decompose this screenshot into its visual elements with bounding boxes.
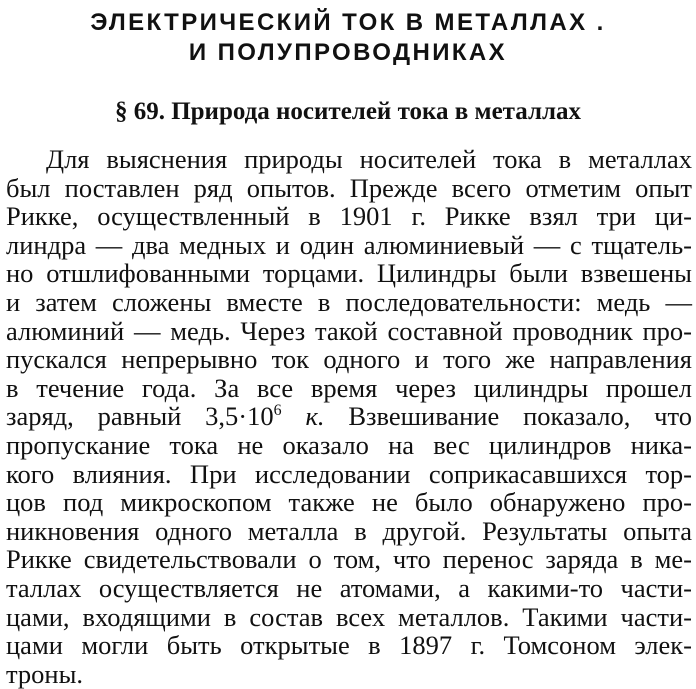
exponent: 6 [273, 402, 282, 420]
section-title: § 69. Природа носителей тока в металлах [114, 98, 582, 125]
chapter-title [0, 8, 696, 68]
text-line: и затем сложены вместе в последовательности: медь — [6, 286, 692, 317]
body-paragraph [6, 145, 692, 688]
text-line: цами, входящими в состав всех металлов. Такими части- [6, 601, 692, 632]
charge-continuation-text: к. Взвешивание показало, что [305, 401, 692, 432]
text-line: Рикке свидетельствовали о том, что перенос заряда в ме- [6, 544, 692, 575]
chapter-title-line-2: И ПОЛУПРОВОДНИКАХ [188, 39, 508, 66]
text-line: троны. [6, 658, 84, 689]
charge-value-text: заряд, равный 3,5·10 [6, 401, 274, 432]
text-line: кого влияния. При исследовании соприкасавшихся тор- [6, 458, 692, 489]
text-line: алюминий — медь. Через такой составной проводник про- [6, 315, 692, 346]
text-line: цов под микроскопом также не было обнаружено про- [6, 487, 692, 518]
text-line: никновения одного металла в другой. Результаты опыта [6, 515, 692, 546]
text-line: Рикке, осуществленный в 1901 г. Рикке взял три ци- [6, 201, 692, 232]
text-line: пускался непрерывно ток одного и того же направления [6, 344, 692, 375]
text-line: в течение года. За все время через цилиндры прошел [6, 372, 692, 403]
text-line: был поставлен ряд опытов. Прежде всего отметим опыт [6, 172, 692, 203]
text-line: цами могли быть открытые в 1897 г. Томсоном элек- [6, 630, 692, 661]
text-line: таллах осуществляется не атомами, а какими-то части- [6, 572, 692, 603]
text-line: пропускание тока не оказало на вес цилиндров ника- [6, 429, 692, 460]
text-line-with-exponent [6, 402, 692, 431]
chapter-title-line-1: ЭЛЕКТРИЧЕСКИЙ ТОК В МЕТАЛЛАХ . [90, 9, 606, 36]
text-line: Для выяснения природы носителей тока в металлах [46, 144, 692, 174]
text-line: линдра — два медных и один алюминиевый — с тщатель- [6, 229, 692, 260]
text-line: но отшлифованными торцами. Цилиндры были взвешены [6, 258, 692, 289]
